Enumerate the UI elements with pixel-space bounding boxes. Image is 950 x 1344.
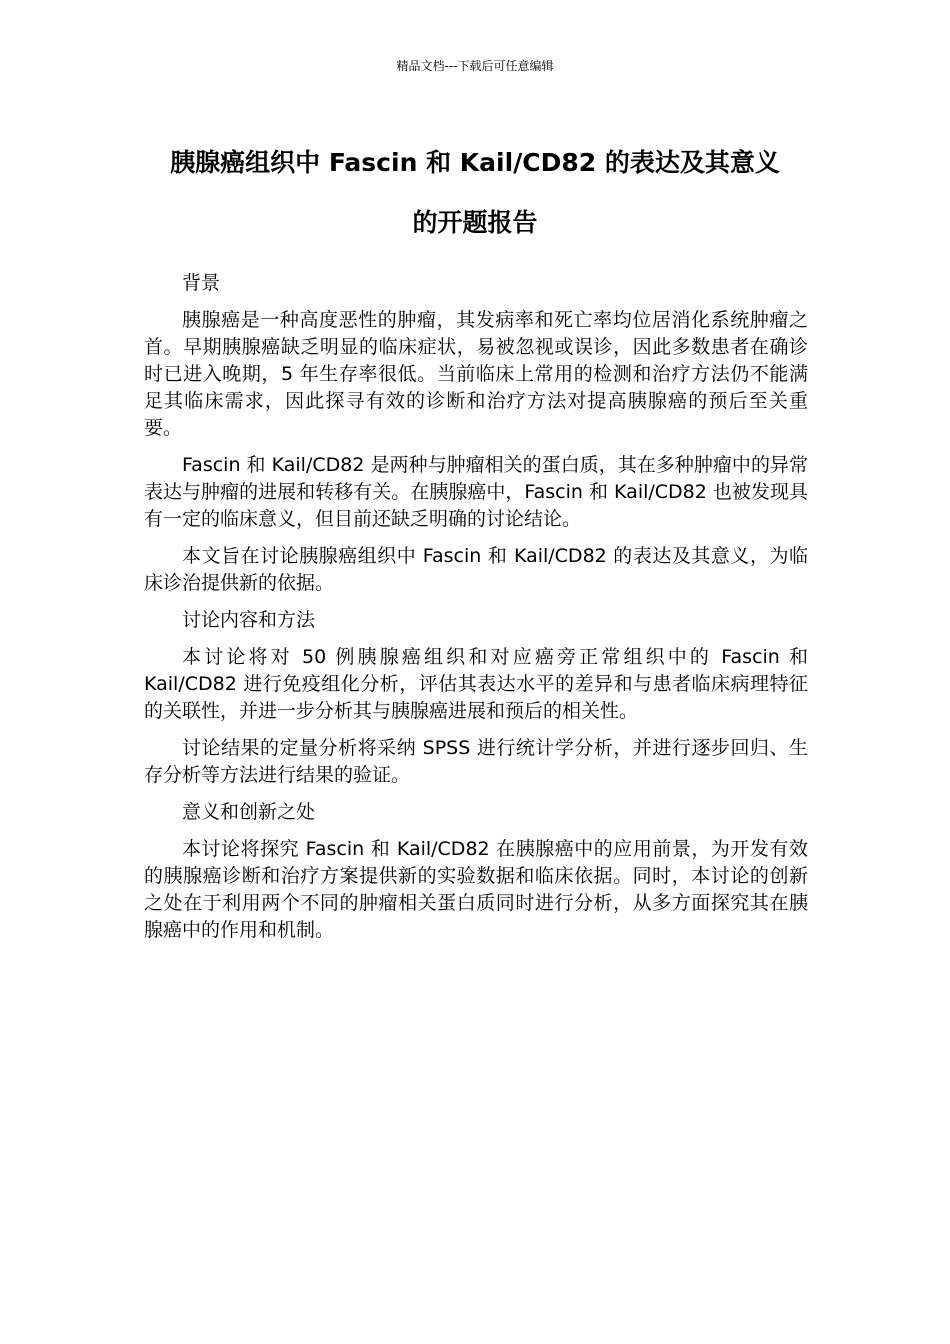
document-title <box>130 133 820 253</box>
section-significance <box>144 799 808 944</box>
document-body <box>144 270 808 954</box>
title-line-2: 的开题报告 <box>412 208 538 237</box>
section-heading: 讨论内容和方法 <box>182 609 316 631</box>
section-heading: 意义和创新之处 <box>182 801 316 823</box>
section-content-methods <box>144 607 808 789</box>
section-background <box>144 270 808 597</box>
paragraph: 胰腺癌是一种高度恶性的肿瘤，其发病率和死亡率均位居消化系统肿瘤之首。早期胰腺癌缺乏明显的临床症状，易被忽视或误诊，因此多数患者在确诊时已进入晚期，5 年生存率很低。当前临床上常用的检测和治疗方法仍不能满足其临床需求，因此探寻有效的诊断和治疗方法对提高胰腺癌的预后至关重要。 <box>144 309 808 439</box>
title-line-1: 胰腺癌组织中 Fascin 和 Kail/CD82 的表达及其意义 <box>170 148 780 177</box>
paragraph: 讨论结果的定量分析将采纳 SPSS 进行统计学分析，并进行逐步回归、生存分析等方法进行结果的验证。 <box>144 737 808 786</box>
paragraph: 本讨论将探究 Fascin 和 Kail/CD82 在胰腺癌中的应用前景，为开发有效的胰腺癌诊断和治疗方案提供新的实验数据和临床依据。同时，本讨论的创新之处在于利用两个不同的肿瘤相关蛋白质同时进行分析，从多方面探究其在胰腺癌中的作用和机制。 <box>144 838 808 941</box>
paragraph: 本讨论将对 50 例胰腺癌组织和对应癌旁正常组织中的 Fascin 和 Kail/CD82 进行免疫组化分析，评估其表达水平的差异和与患者临床病理特征的关联性，并进一步分析其与胰腺癌进展和预后的相关性。 <box>144 646 808 722</box>
paragraph: 本文旨在讨论胰腺癌组织中 Fascin 和 Kail/CD82 的表达及其意义，为临床诊治提供新的依据。 <box>144 545 808 594</box>
section-heading: 背景 <box>182 272 221 294</box>
header-note: 精品文档---下载后可任意编辑 <box>396 59 554 73</box>
paragraph: Fascin 和 Kail/CD82 是两种与肿瘤相关的蛋白质，其在多种肿瘤中的异常表达与肿瘤的进展和转移有关。在胰腺癌中，Fascin 和 Kail/CD82 也被发现具有一定的临床意义，但目前还缺乏明确的讨论结论。 <box>144 454 808 530</box>
